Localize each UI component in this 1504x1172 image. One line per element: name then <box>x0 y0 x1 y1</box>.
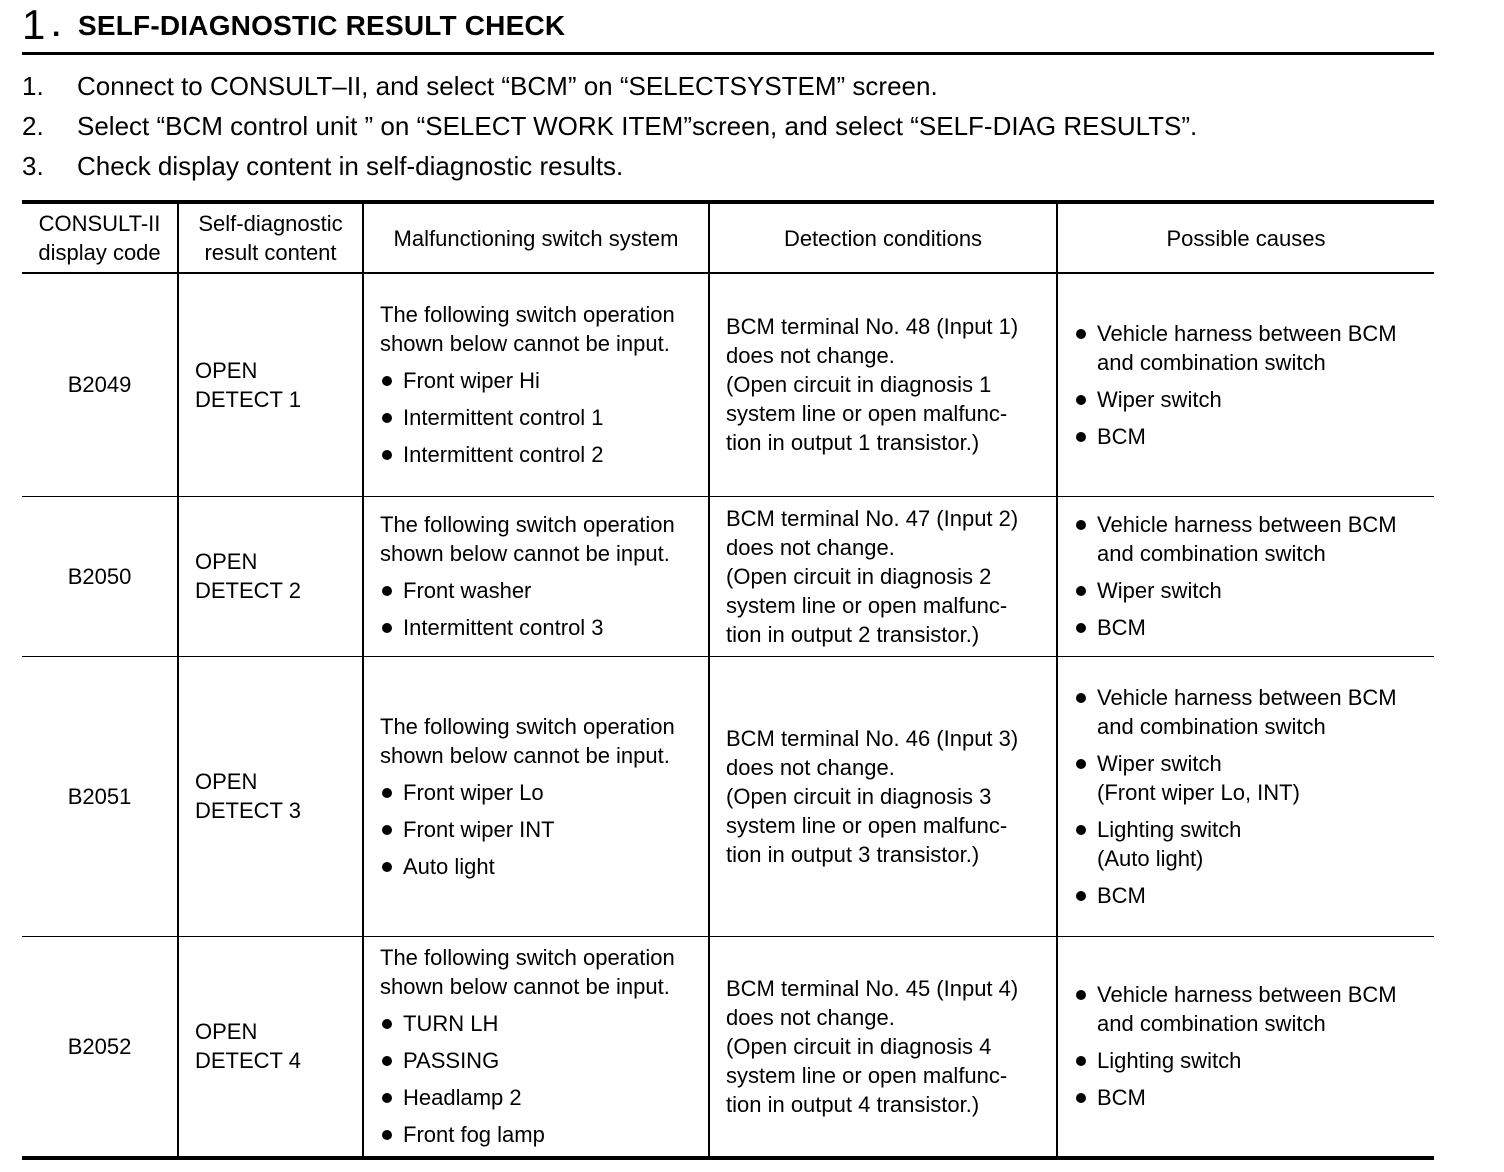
detection-conditions <box>709 273 1057 496</box>
condition-line: does not change. <box>726 534 895 560</box>
display-code: B2051 <box>67 783 132 809</box>
cause-item <box>1074 1083 1428 1112</box>
display-code: B2052 <box>67 1033 132 1059</box>
cause-item <box>1074 319 1428 377</box>
switch-item: Intermittent control 1 <box>380 403 702 432</box>
result-content-line: DETECT 4 <box>195 1048 301 1074</box>
table-row <box>22 936 1434 1158</box>
procedure-steps <box>22 66 1434 186</box>
cause-item <box>1074 1046 1428 1075</box>
cause-item <box>1074 683 1428 741</box>
cause-line: and combination switch <box>1097 1011 1326 1037</box>
self-diagnostic-table <box>22 200 1434 1160</box>
cause-list <box>1074 683 1428 910</box>
header-switch-system: Malfunctioning switch system <box>363 202 709 273</box>
condition-line: BCM terminal No. 45 (Input 4) <box>726 975 1019 1001</box>
step-2 <box>22 106 1434 146</box>
condition-line: (Open circuit in diagnosis 2 <box>726 563 992 589</box>
cause-line: (Auto light) <box>1097 845 1204 871</box>
cause-item <box>1074 510 1428 568</box>
cause-item <box>1074 576 1428 605</box>
cause-line: BCM <box>1097 423 1146 449</box>
possible-causes <box>1057 656 1434 936</box>
condition-line: system line or open malfunc- <box>726 1062 1008 1088</box>
possible-causes <box>1057 936 1434 1158</box>
result-content <box>178 656 363 936</box>
switch-system <box>363 496 709 656</box>
step-number: 2. <box>22 111 44 141</box>
table-row <box>22 273 1434 496</box>
switch-item: Front washer <box>380 576 702 605</box>
display-code: B2049 <box>67 372 132 398</box>
condition-line: (Open circuit in diagnosis 3 <box>726 783 992 809</box>
condition-line: system line or open malfunc- <box>726 812 1008 838</box>
cause-line: and combination switch <box>1097 713 1326 739</box>
display-code: B2050 <box>67 563 132 589</box>
switch-system-intro: The following switch operation <box>380 302 675 328</box>
step-1 <box>22 66 1434 106</box>
cause-line: Wiper switch <box>1097 578 1222 603</box>
cause-line: Lighting switch <box>1097 816 1242 842</box>
switch-item: Auto light <box>380 852 702 881</box>
switch-item: Intermittent control 3 <box>380 613 702 642</box>
step-text: Connect to CONSULT–II, and select “BCM” on “SELECTSYSTEM” screen. <box>77 71 938 101</box>
cause-line: BCM <box>1097 882 1146 908</box>
result-content-line: DETECT 1 <box>195 386 301 412</box>
condition-line: tion in output 1 transistor.) <box>726 430 980 456</box>
cause-line: (Front wiper Lo, INT) <box>1097 779 1300 805</box>
switch-item: Front wiper Hi <box>380 366 702 395</box>
header-detection-conditions: Detection conditions <box>709 202 1057 273</box>
cause-item <box>1074 613 1428 642</box>
result-content-line: DETECT 2 <box>195 578 301 603</box>
detection-conditions <box>709 936 1057 1158</box>
header-possible-causes: Possible causes <box>1057 202 1434 273</box>
condition-line: (Open circuit in diagnosis 1 <box>726 372 992 398</box>
result-content-line: OPEN <box>195 1019 258 1045</box>
cause-item <box>1074 385 1428 414</box>
switch-item: PASSING <box>380 1046 702 1075</box>
switch-item: TURN LH <box>380 1009 702 1038</box>
cause-item <box>1074 980 1428 1038</box>
cause-item <box>1074 815 1428 873</box>
switch-system-intro: shown below cannot be input. <box>380 331 670 357</box>
condition-line: BCM terminal No. 46 (Input 3) <box>726 725 1019 751</box>
table-row <box>22 496 1434 656</box>
switch-system-intro: shown below cannot be input. <box>380 742 670 768</box>
switch-system <box>363 656 709 936</box>
condition-line: (Open circuit in diagnosis 4 <box>726 1033 992 1059</box>
cause-list <box>1074 510 1428 642</box>
switch-system <box>363 273 709 496</box>
cause-line: BCM <box>1097 1085 1146 1111</box>
section-title: SELF-DIAGNOSTIC RESULT CHECK <box>78 10 566 41</box>
detection-conditions <box>709 496 1057 656</box>
switch-system-intro: The following switch operation <box>380 945 675 971</box>
cause-line: Wiper switch <box>1097 386 1222 412</box>
section-number-dot: . <box>52 10 61 43</box>
condition-line: system line or open malfunc- <box>726 401 1008 427</box>
switch-list <box>380 366 702 469</box>
condition-line: does not change. <box>726 754 895 780</box>
cause-line: and combination switch <box>1097 541 1326 566</box>
step-text: Check display content in self-diagnostic results. <box>77 151 624 181</box>
section-number: 1 <box>22 1 46 48</box>
result-content <box>178 936 363 1158</box>
section-heading <box>22 2 1434 52</box>
condition-line: system line or open malfunc- <box>726 592 1008 618</box>
switch-list <box>380 1009 702 1149</box>
step-number: 3. <box>22 151 44 181</box>
result-content-line: OPEN <box>195 769 258 794</box>
header-result-content: Self-diagnostic result content <box>178 202 363 273</box>
heading-rule <box>22 52 1434 55</box>
condition-line: does not change. <box>726 343 895 369</box>
step-number: 1. <box>22 71 44 101</box>
switch-item: Front wiper INT <box>380 815 702 844</box>
cause-list <box>1074 319 1428 451</box>
cause-item <box>1074 881 1428 910</box>
switch-system-intro: shown below cannot be input. <box>380 541 670 566</box>
possible-causes <box>1057 496 1434 656</box>
result-content <box>178 273 363 496</box>
condition-line: tion in output 3 transistor.) <box>726 841 980 867</box>
switch-system-intro: The following switch operation <box>380 713 675 739</box>
cause-line: Vehicle harness between BCM <box>1097 684 1397 710</box>
condition-line: tion in output 4 transistor.) <box>726 1091 980 1117</box>
cause-line: Lighting switch <box>1097 1048 1242 1074</box>
switch-list <box>380 576 702 642</box>
cause-item <box>1074 422 1428 451</box>
cause-line: Vehicle harness between BCM <box>1097 320 1397 346</box>
result-content <box>178 496 363 656</box>
switch-item: Headlamp 2 <box>380 1083 702 1112</box>
result-content-line: DETECT 3 <box>195 798 301 823</box>
switch-system-intro: shown below cannot be input. <box>380 974 670 1000</box>
condition-line: BCM terminal No. 47 (Input 2) <box>726 505 1019 531</box>
result-content-line: OPEN <box>195 357 258 383</box>
switch-system-intro: The following switch operation <box>380 512 675 537</box>
switch-list <box>380 778 702 881</box>
cause-line: Vehicle harness between BCM <box>1097 512 1397 537</box>
result-content-line: OPEN <box>195 549 258 574</box>
table-header-row <box>22 202 1434 273</box>
cause-list <box>1074 980 1428 1112</box>
condition-line: tion in output 2 transistor.) <box>726 621 980 647</box>
cause-line: Vehicle harness between BCM <box>1097 982 1397 1008</box>
detection-conditions <box>709 656 1057 936</box>
switch-item: Intermittent control 2 <box>380 440 702 469</box>
cause-line: BCM <box>1097 615 1146 640</box>
switch-item: Front wiper Lo <box>380 778 702 807</box>
switch-system <box>363 936 709 1158</box>
condition-line: does not change. <box>726 1004 895 1030</box>
header-display-code: CONSULT-II display code <box>38 211 161 265</box>
cause-line: Wiper switch <box>1097 750 1222 776</box>
possible-causes <box>1057 273 1434 496</box>
cause-line: and combination switch <box>1097 349 1326 375</box>
cause-item <box>1074 749 1428 807</box>
table-row <box>22 656 1434 936</box>
step-3 <box>22 146 1434 186</box>
condition-line: BCM terminal No. 48 (Input 1) <box>726 314 1019 340</box>
step-text: Select “BCM control unit ” on “SELECT WORK ITEM”screen, and select “SELF-DIAG RESULTS”. <box>77 111 1198 141</box>
switch-item: Front fog lamp <box>380 1120 702 1149</box>
